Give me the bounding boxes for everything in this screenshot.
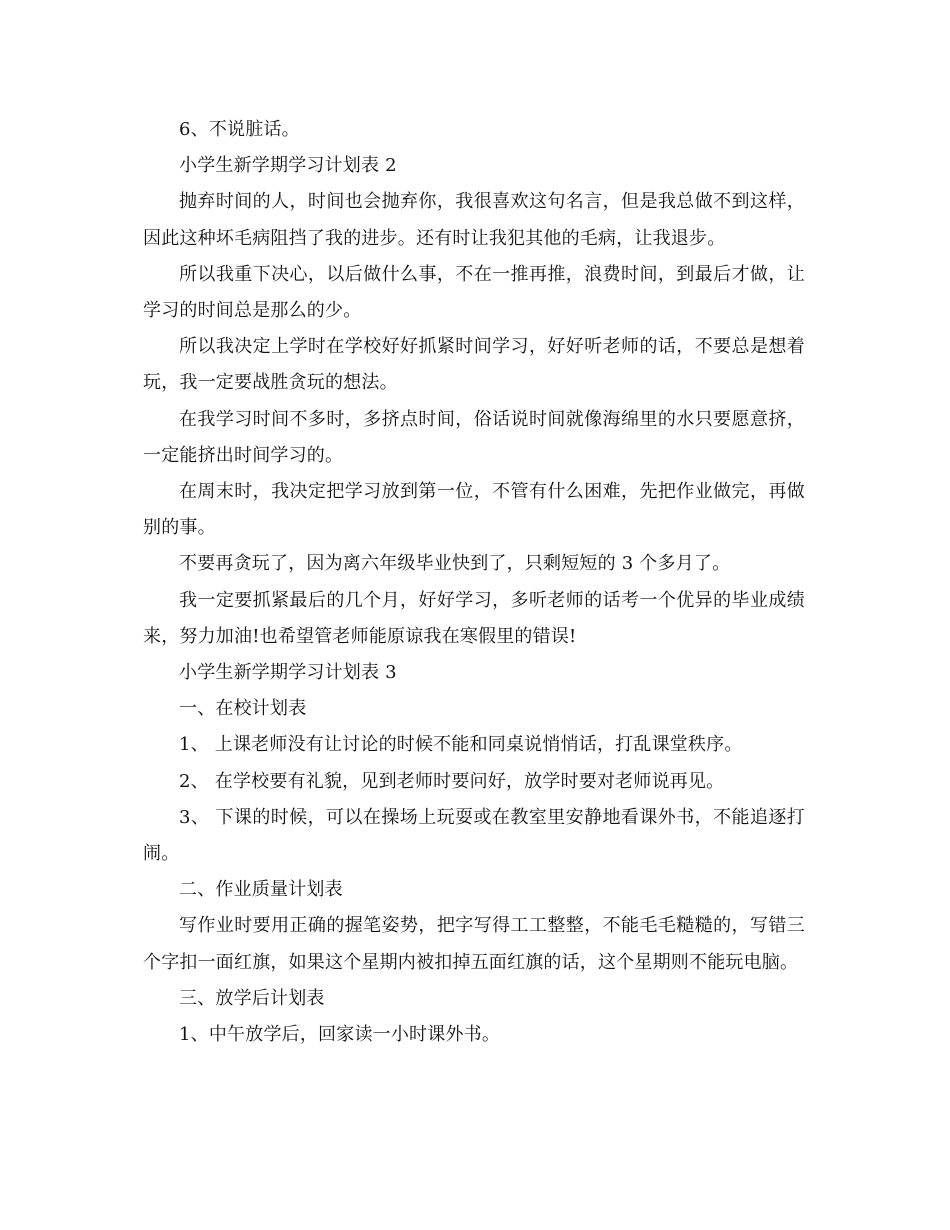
subsection-heading: 三、放学后计划表 — [179, 987, 325, 1009]
subsection-heading: 一、在校计划表 — [179, 698, 307, 720]
paragraph: 6、不说脏话。 — [179, 119, 300, 140]
subsection-heading: 二、作业质量计划表 — [179, 879, 343, 901]
list-item: 2、 在学校要有礼貌，见到老师时要问好，放学时要对老师说再见。 — [179, 770, 725, 792]
section-heading: 小学生新学期学习计划表 3 — [179, 662, 397, 684]
list-item: 3、 下课的时候，可以在操场上玩耍或在教室里安静地看课外书，不能追逐打闹。 — [143, 806, 805, 865]
paragraph: 所以我决定上学时在学校好好抓紧时间学习，好好听老师的话，不要总是想着玩，我一定要战胜贪玩的想法。 — [143, 336, 805, 394]
paragraph: 在我学习时间不多时，多挤点时间，俗话说时间就像海绵里的水只要愿意挤，一定能挤出时间学习的。 — [143, 408, 805, 466]
paragraph: 写作业时要用正确的握笔姿势，把字写得工工整整，不能毛毛糙糙的，写错三个字扣一面红旗，如果这个星期内被扣掉五面红旗的话，这个星期则不能玩电脑。 — [143, 915, 805, 973]
list-item: 1、 上课老师没有让讨论的时候不能和同桌说悄悄话，打乱课堂秩序。 — [179, 734, 743, 756]
paragraph: 我一定要抓紧最后的几个月，好好学习，多听老师的话考一个优异的毕业成绩来，努力加油!也希望管老师能原谅我在寒假里的错误! — [143, 589, 805, 647]
document-body — [143, 112, 805, 1053]
paragraph: 抛弃时间的人，时间也会抛弃你，我很喜欢这句名言，但是我总做不到这样，因此这种坏毛病阻挡了我的进步。还有时让我犯其他的毛病，让我退步。 — [143, 191, 805, 249]
paragraph: 所以我重下决心，以后做什么事，不在一推再推，浪费时间，到最后才做，让学习的时间总是那么的少。 — [143, 263, 805, 322]
section-heading: 小学生新学期学习计划表 2 — [179, 155, 397, 177]
paragraph: 在周末时，我决定把学习放到第一位，不管有什么困难，先把作业做完，再做别的事。 — [143, 481, 805, 539]
paragraph: 不要再贪玩了，因为离六年级毕业快到了，只剩短短的 3 个多月了。 — [179, 553, 731, 575]
list-item: 1、中午放学后，回家读一小时课外书。 — [179, 1024, 501, 1046]
